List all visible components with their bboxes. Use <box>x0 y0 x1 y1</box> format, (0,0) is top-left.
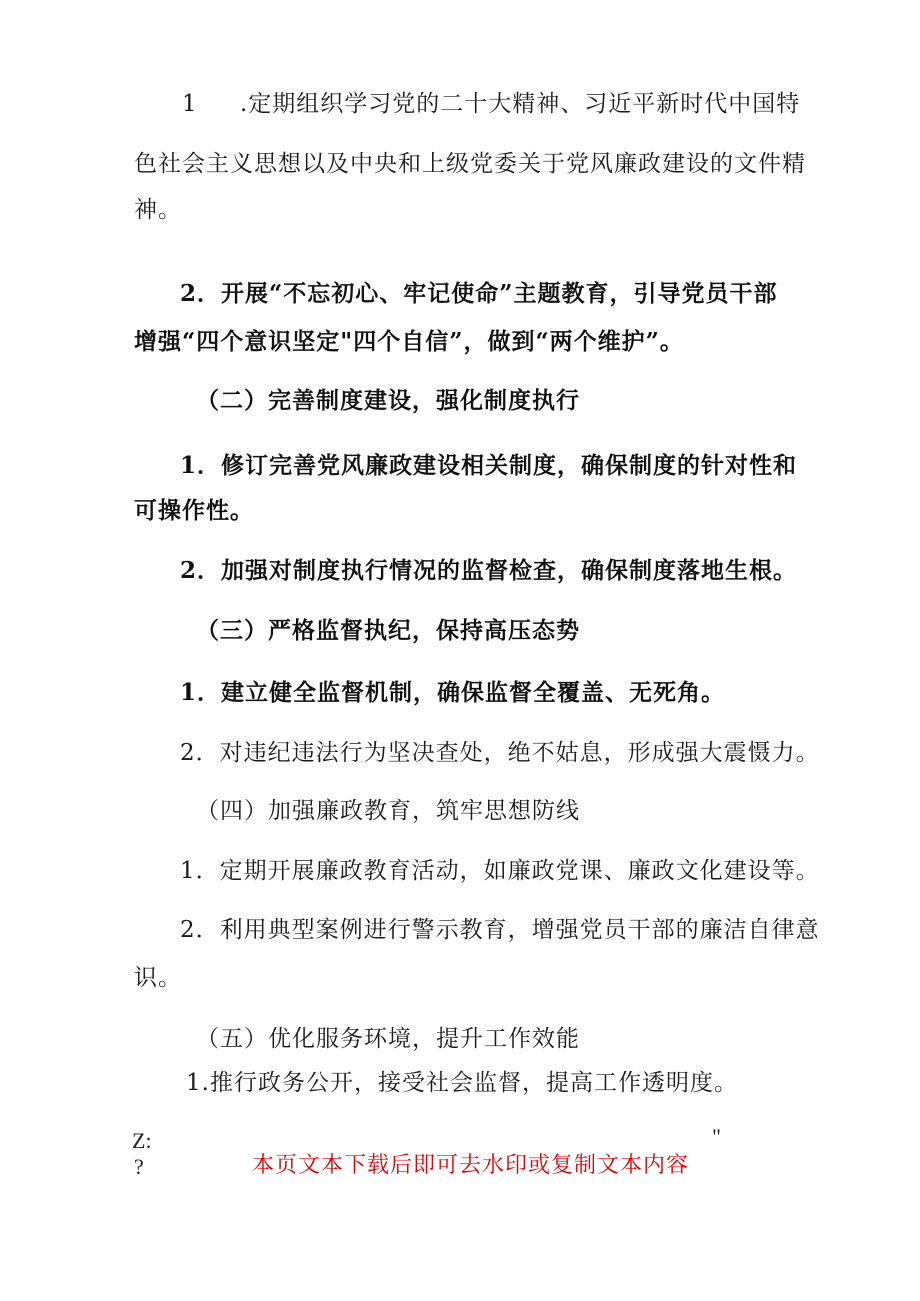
paragraph-6-line-1: 2．对违纪违法行为坚决查处，绝不姑息，形成强大震慑力。 <box>180 740 820 766</box>
section-heading-2: （二）完善制度建设，强化制度执行 <box>196 387 580 414</box>
paragraph-5-line-1: 1．建立健全监督机制，确保监督全覆盖、无死角。 <box>180 679 726 706</box>
footer-mark-left-bottom: ? <box>134 1154 144 1179</box>
paragraph-3-line-1: 1．修订完善党风廉政建设相关制度，确保制度的针对性和 <box>180 452 798 479</box>
paragraph-7-line-1: 1．定期开展廉政教育活动，如廉政党课、廉政文化建设等。 <box>180 858 820 884</box>
watermark-notice: 本页文本下载后即可去水印或复制文本内容 <box>252 1153 690 1178</box>
footer-mark-left-top: Z: <box>132 1128 152 1153</box>
paragraph-8-line-1: 2．利用典型案例进行警示教育，增强党员干部的廉洁自律意 <box>180 917 820 943</box>
paragraph-2-line-2: 增强“四个意识坚定"四个自信”，做到“两个维护”。 <box>134 328 684 355</box>
paragraph-1-number: 1 <box>182 91 198 117</box>
paragraph-1-text: .定期组织学习党的二十大精神、习近平新时代中国特 <box>240 91 801 117</box>
section-heading-3: （三）严格监督执纪，保持高压态势 <box>196 617 580 644</box>
paragraph-8-line-2: 识。 <box>134 965 182 991</box>
section-heading-4: （四）加强廉政教育，筑牢思想防线 <box>196 798 580 824</box>
paragraph-4-line-1: 2．加强对制度执行情况的监督检查，确保制度落地生根。 <box>180 557 798 584</box>
paragraph-1-line-1 <box>182 89 800 119</box>
paragraph-2-line-1: 2．开展“不忘初心、牢记使命”主题教育，引导党员干部 <box>180 280 778 307</box>
paragraph-9-line-1: 1.推行政务公开，接受社会监督，提高工作透明度。 <box>186 1070 738 1096</box>
paragraph-3-line-2: 可操作性。 <box>134 497 254 524</box>
footer-mark-right-top: " <box>712 1124 721 1149</box>
section-heading-5: （五）优化服务环境，提升工作效能 <box>196 1026 580 1052</box>
paragraph-1-line-2: 色社会主义思想以及中央和上级党委关于党风廉政建设的文件精 <box>134 151 806 177</box>
paragraph-1-line-3: 神。 <box>134 197 182 223</box>
